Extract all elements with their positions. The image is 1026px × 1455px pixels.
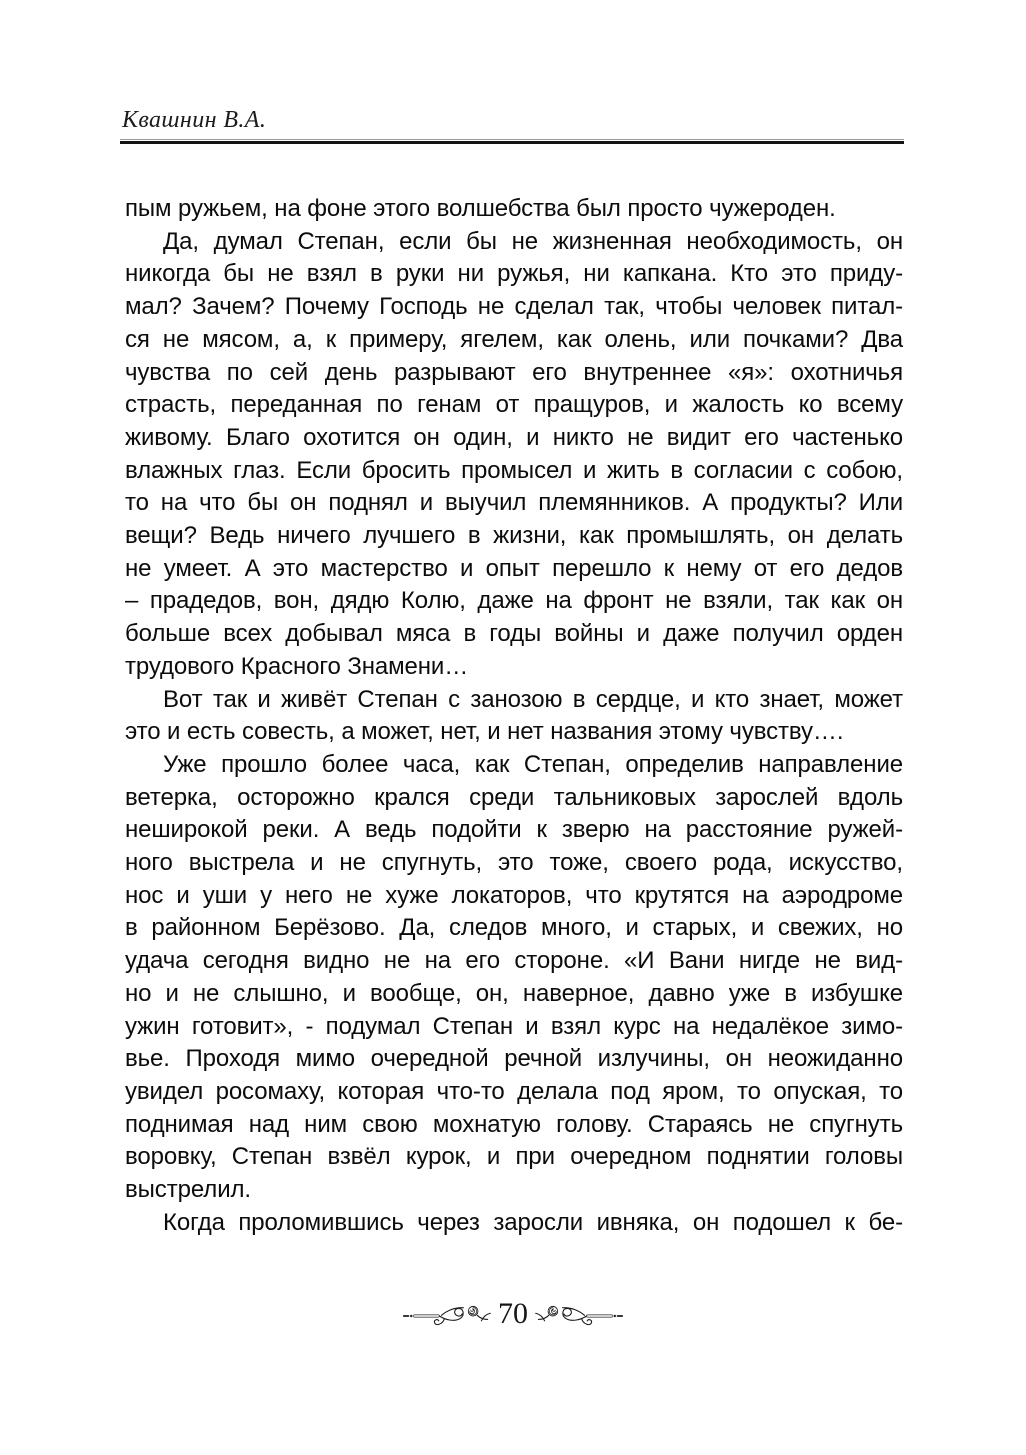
paragraph [125, 1207, 903, 1240]
running-header-author: Квашнин В.А. [122, 107, 267, 133]
text-line: ужин готовит», - подумал Степан и взял курс на недалёкое зимо- [125, 1012, 903, 1040]
text-line: Вот так и живёт Степан с занозою в сердце, и кто знает, может [163, 685, 903, 713]
text-line: ного выстрела и не спугнуть, это тоже, своего рода, искусство, [125, 849, 903, 877]
text-line: больше всех добывал мяса в годы войны и даже получил орден [125, 620, 903, 648]
text-line: увидел росомаху, которая что-то делала под яром, то опуская, то [125, 1077, 903, 1105]
text-line: нос и уши у него не хуже локаторов, что крутятся на аэродроме [125, 881, 903, 909]
paragraph [125, 684, 903, 749]
running-header [122, 106, 904, 134]
text-line: ветерка, осторожно крался среди тальниковых зарослей вдоль [125, 783, 903, 811]
text-line: выстрелил. [125, 1176, 251, 1204]
text-line: чувства по сей день разрывают его внутреннее «я»: охотничья [125, 358, 903, 386]
text-line: страсть, переданная по генам от пращуров, и жалость ко всему [125, 391, 903, 419]
page-number: 70 [498, 1297, 528, 1330]
text-line: никогда бы не взял в руки ни ружья, ни капкана. Кто это приду- [125, 260, 903, 288]
text-line: трудового Красного Знамени… [125, 652, 469, 680]
text-line: вье. Проходя мимо очередной речной излучины, он неожиданно [125, 1045, 903, 1073]
body-text [125, 193, 903, 1240]
header-rule [120, 139, 904, 144]
text-line: мал? Зачем? Почему Господь не сделал так, чтобы человек питал- [125, 293, 903, 321]
text-line: воровку, Степан взвёл курок, и при очередном поднятии головы [125, 1143, 903, 1171]
text-line: Да, думал Степан, если бы не жизненная необходимость, он [163, 227, 903, 255]
text-line: это и есть совесть, а может, нет, и нет названия этому чувству…. [125, 718, 844, 746]
text-line: неширокой реки. А ведь подойти к зверю на расстояние ружей- [125, 816, 903, 844]
text-line: ся не мясом, а, к примеру, ягелем, как олень, или почками? Два [125, 325, 903, 353]
text-line: Уже прошло более часа, как Степан, определив направление [163, 750, 903, 778]
text-line: но и не слышно, и вообще, он, наверное, давно уже в избушке [125, 979, 903, 1007]
text-line: поднимая над ним свою мохнатую голову. Стараясь не спугнуть [125, 1110, 903, 1138]
text-line: пым ружьем, на фоне этого волшебства был просто чужероден. [125, 195, 836, 222]
footer-flourish-right-icon [535, 1302, 623, 1330]
footer-flourish-left-icon [403, 1302, 491, 1330]
text-line: вещи? Ведь ничего лучшего в жизни, как промышлять, он делать [125, 522, 903, 550]
paragraph [125, 749, 903, 1207]
page-footer [0, 1292, 1026, 1340]
text-line: удача сегодня видно не на его стороне. «И Вани нигде не вид- [125, 947, 903, 975]
paragraph [125, 193, 903, 226]
text-line: то на что бы он поднял и выучил племянников. А продукты? Или [125, 489, 903, 517]
text-line: – прадедов, вон, дядю Колю, даже на фронт не взяли, так как он [125, 587, 903, 615]
text-line: в районном Берёзово. Да, следов много, и старых, и свежих, но [125, 914, 903, 942]
text-line: живому. Благо охотится он один, и никто не видит его частенько [125, 423, 903, 451]
text-line: не умеет. А это мастерство и опыт перешло к нему от его дедов [125, 554, 903, 582]
paragraph [125, 226, 903, 684]
text-line: Когда проломившись через заросли ивняка, он подошел к бе- [163, 1208, 903, 1236]
text-line: влажных глаз. Если бросить промысел и жить в согласии с собою, [125, 456, 903, 484]
